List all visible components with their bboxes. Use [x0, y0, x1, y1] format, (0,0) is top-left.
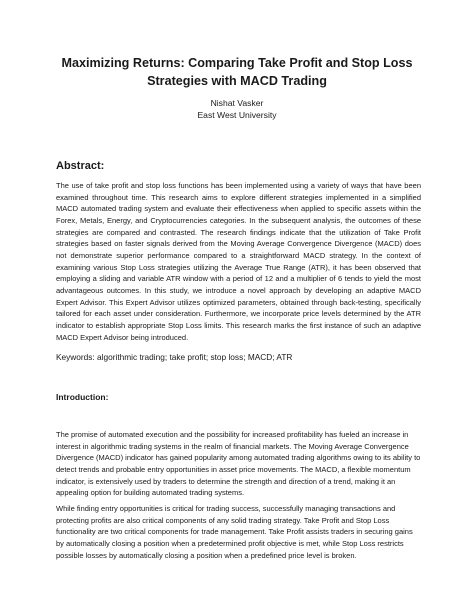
keywords: Keywords: algorithmic trading; take profit; stop loss; MACD; ATR: [56, 352, 293, 362]
introduction-heading: Introduction:: [56, 392, 109, 402]
introduction-paragraph-2: While finding entry opportunities is critical for trading success, successfully managing transactions and protecting profits are also critical components of any solid trading strategy. Take Profit and Stop Loss functionality are two critical components for trade management. Take Profit assists traders in securing gains by automatically closing a position when a predetermined profit objective is met, while Stop Loss restricts possible losses by automatically closing a position when a predefined price level is broken.: [56, 504, 413, 560]
paper-title: Maximizing Returns: Comparing Take Profit and Stop Loss Strategies with MACD Trading: [61, 56, 413, 88]
abstract-heading: Abstract:: [56, 160, 105, 172]
author-affiliation: East West University: [197, 110, 277, 120]
introduction-paragraph-1: The promise of automated execution and the possibility for increased profitability has fueled an increase in interest in algorithmic trading systems in the realm of financial markets. The Moving Average Convergence Divergence (MACD) indicator has gained popularity among automated trading algorithms owing to its ability to detect trends and probable entry opportunities in asset price movements. The MACD, a flexible momentum indicator, is extensively used by traders to determine the strength and direction of a trend, making it an appealing option for building automated trading systems.: [56, 430, 421, 498]
abstract-body: The use of take profit and stop loss functions has been implemented using a variety of ways that have been examined throughout time. This research aims to explore different strategies implemented in a simplified MACD automated trading system and evaluate their effectiveness when applied to specific assets within the Forex, Metals, Energy, and Cryptocurrencies categories. In the subsequent analysis, the outcomes of these strategies are compared and contrasted. The research findings indicate that the utilization of Take Profit strategies based on faster signals derived from the Moving Average Convergence Divergence (MACD) does not demonstrate superior performance compared to a straightforward MACD strategy. In the context of examining various Stop Loss strategies utilizing the Average True Range (ATR), it has been observed that employing a sliding and variable ATR window with a period of 12 and a multiplier of 6 tends to yield the most advantageous outcomes. In this study, we introduce a novel approach by developing an adaptive MACD Expert Advisor. This Expert Advisor utilizes optimized parameters, obtained through back-testing, specifically tailored for each asset under consideration. Furthermore, we incorporate price levels determined by the ATR indicator to establish appropriate Stop Loss limits. This research marks the first instance of such an adaptive MACD Expert Advisor being introduced.: [56, 181, 421, 342]
author-name: Nishat Vasker: [210, 98, 264, 108]
